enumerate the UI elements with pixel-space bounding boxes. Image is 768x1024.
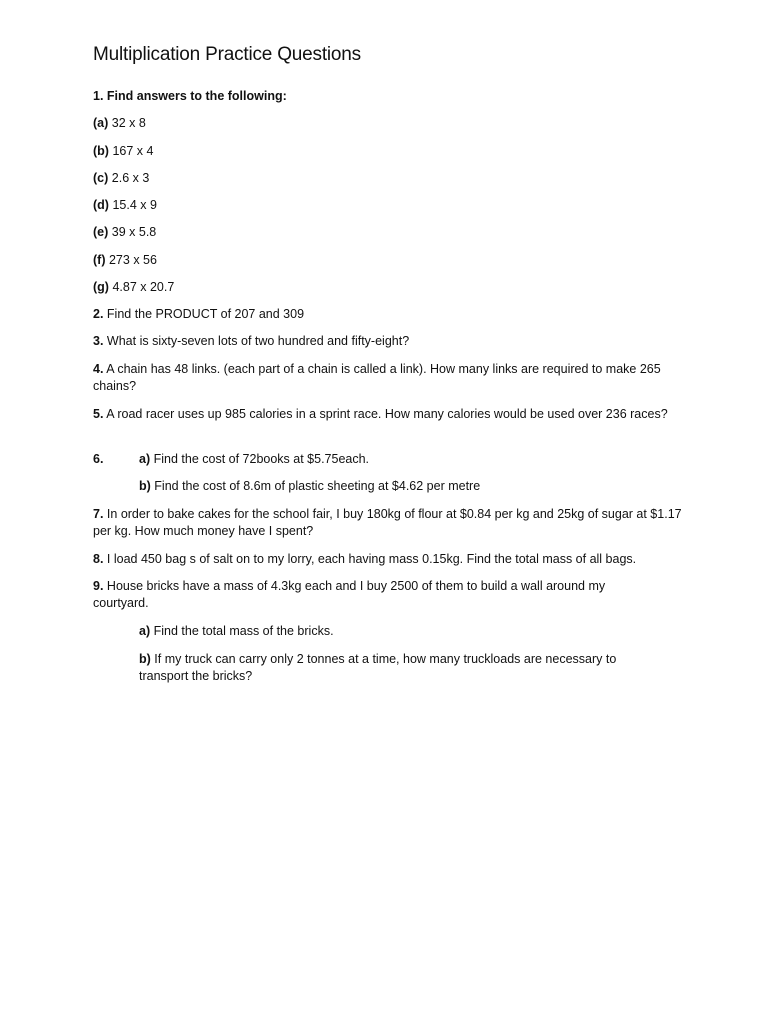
question-9 [93, 578, 653, 612]
item-text: 2.6 x 3 [111, 171, 150, 185]
question-text: A road racer uses up 985 calories in a sprint race. How many calories would be used over 236 races? [106, 407, 668, 421]
page-title: Multiplication Practice Questions [93, 44, 361, 65]
sub-text: If my truck can carry only 2 tonnes at a time, how many truckloads are necessary to transport the bricks? [139, 652, 617, 683]
question-1d [93, 197, 157, 214]
item-label: (c) [93, 171, 109, 185]
question-number: 4. [93, 362, 104, 376]
question-text: What is sixty-seven lots of two hundred and fifty-eight? [106, 334, 410, 348]
question-text: I load 450 bag s of salt on to my lorry, each having mass 0.15kg. Find the total mass of all bags. [106, 552, 637, 566]
question-text: A chain has 48 links. (each part of a chain is called a link). How many links are required to make 265 chains? [93, 362, 661, 393]
question-1a [93, 115, 146, 132]
question-9b [139, 651, 659, 685]
question-1b [93, 143, 153, 160]
question-1f [93, 252, 157, 269]
question-6-number: 6. [93, 452, 104, 466]
question-1-heading: 1. Find answers to the following: [93, 89, 287, 103]
item-label: (a) [93, 116, 109, 130]
question-6b [139, 478, 480, 495]
question-7 [93, 506, 693, 540]
item-label: (b) [93, 144, 109, 158]
item-text: 15.4 x 9 [112, 198, 157, 212]
question-5 [93, 406, 683, 423]
question-text: Find the PRODUCT of 207 and 309 [106, 307, 305, 321]
item-text: 4.87 x 20.7 [112, 280, 175, 294]
sub-label: a) [139, 452, 151, 466]
question-2 [93, 306, 304, 323]
question-3 [93, 333, 409, 350]
sub-text: Find the cost of 72books at $5.75each. [153, 452, 370, 466]
question-1g [93, 279, 174, 296]
item-label: (g) [93, 280, 109, 294]
question-9a [139, 623, 334, 640]
sub-label: b) [139, 652, 151, 666]
item-text: 32 x 8 [111, 116, 146, 130]
sub-text: Find the cost of 8.6m of plastic sheeting at $4.62 per metre [154, 479, 481, 493]
sub-label: b) [139, 479, 151, 493]
question-6a [139, 451, 369, 468]
question-1c [93, 170, 149, 187]
item-text: 273 x 56 [108, 253, 157, 267]
question-4 [93, 361, 683, 395]
question-number: 2. [93, 307, 104, 321]
item-label: (e) [93, 225, 109, 239]
item-label: (f) [93, 253, 106, 267]
question-8 [93, 551, 636, 568]
question-text: In order to bake cakes for the school fair, I buy 180kg of flour at $0.84 per kg and 25kg of sugar at $1.17 per kg. How much money have I spent? [93, 507, 682, 538]
sub-label: a) [139, 624, 151, 638]
item-label: (d) [93, 198, 109, 212]
item-text: 39 x 5.8 [111, 225, 157, 239]
question-number: 7. [93, 507, 104, 521]
item-text: 167 x 4 [112, 144, 154, 158]
question-number: 8. [93, 552, 104, 566]
sub-text: Find the total mass of the bricks. [153, 624, 334, 638]
question-number: 5. [93, 407, 104, 421]
question-number: 3. [93, 334, 104, 348]
question-text: House bricks have a mass of 4.3kg each and I buy 2500 of them to build a wall around my courtyard. [93, 579, 606, 610]
question-1e [93, 224, 156, 241]
question-number: 9. [93, 579, 104, 593]
